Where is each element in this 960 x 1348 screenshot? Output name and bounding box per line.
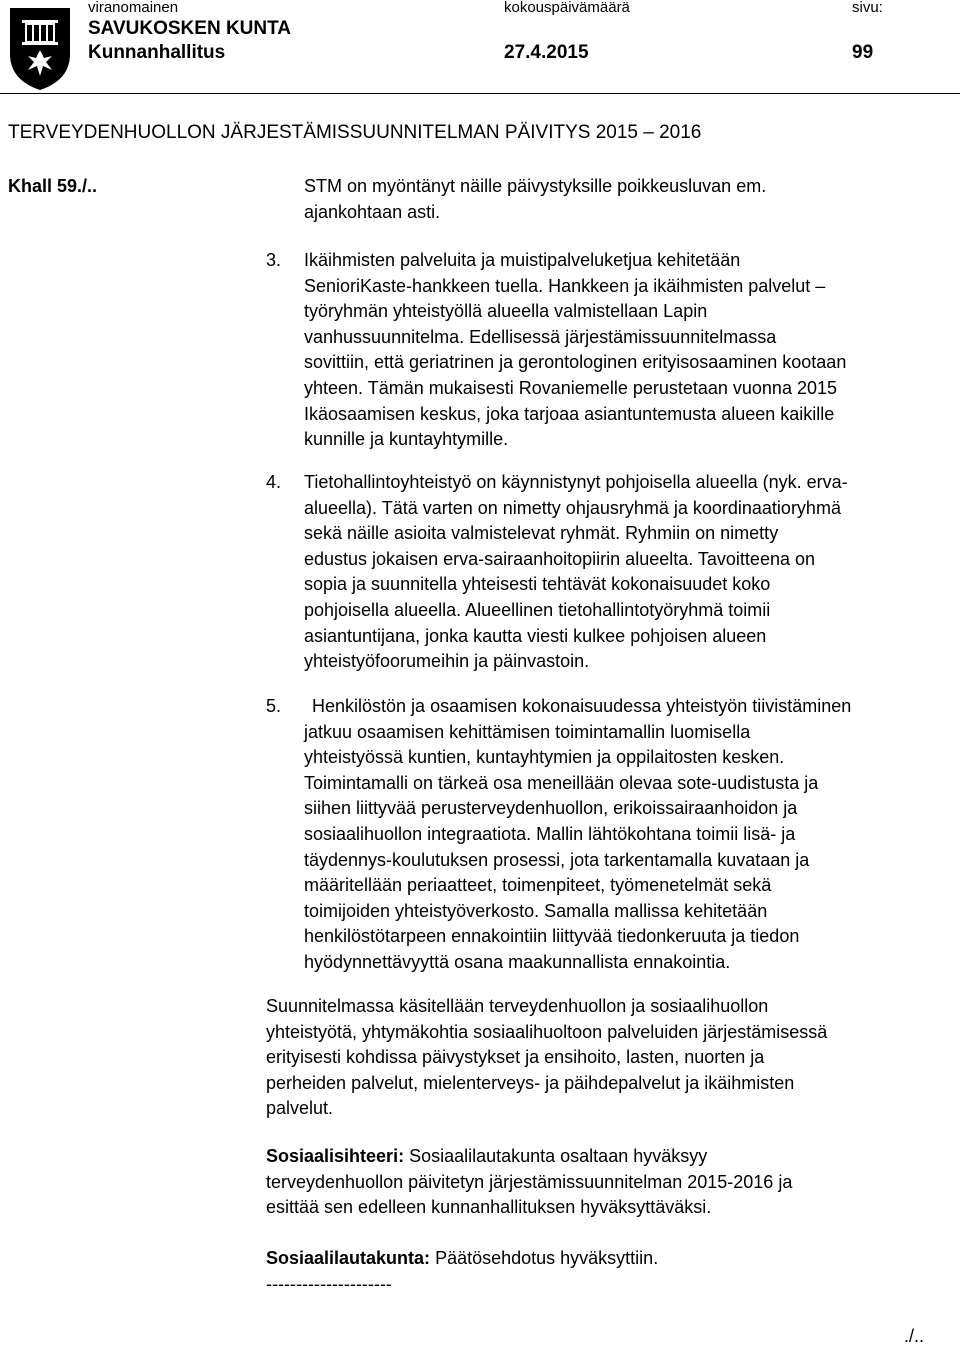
text-line: työryhmän yhteistyöllä alueella valmistellaan Lapin	[304, 301, 708, 322]
text-line: pohjoisella alueella. Alueellinen tietohallintotyöryhmä toimii	[304, 599, 771, 620]
text-line: sovittiin, että geriatrinen ja gerontologinen erityisosaaminen kootaan	[304, 352, 847, 373]
text-line: määritellään periaatteet, toimenpiteet, työmenetelmät sekä	[304, 875, 772, 896]
text-line: perheiden palvelut, mielenterveys- ja päihdepalvelut ja ikäihmisten	[266, 1072, 795, 1093]
text-line: täydennys-koulutuksen prosessi, jota tarkentamalla kuvataan ja	[304, 849, 810, 870]
text-line: STM on myöntänyt näille päivystyksille poikkeusluvan em.	[304, 176, 767, 196]
text-line	[266, 1246, 658, 1272]
text-line: yhteistyötä, yhtymäkohtia sosiaalihuoltoon palveluiden järjestämisessä	[266, 1021, 828, 1042]
text-line: yhteistyössä kuntien, kuntayhtymien ja oppilaitosten kesken.	[304, 747, 785, 768]
text-line: toimijoiden yhteistyöverkosto. Samalla mallissa kehitetään	[304, 900, 768, 921]
text-line: Tietohallintoyhteistyö on käynnistynyt pohjoisella alueella (nyk. erva-	[304, 472, 848, 492]
text-line: yhteistyöfoorumeihin ja päinvastoin.	[304, 651, 590, 672]
item-number: 4.	[266, 472, 282, 492]
document-title: TERVEYDENHUOLLON JÄRJESTÄMISSUUNNITELMAN PÄIVITYS 2015 – 2016	[8, 122, 702, 143]
text-line: jatkuu osaamisen kehittämisen toimintamallin luomisella	[304, 721, 751, 742]
text-line: asiantuntijana, jonka kautta viesti kulkee pohjoisen alueen	[304, 625, 767, 646]
text-line: ajankohtaan asti.	[304, 201, 441, 222]
text-line: hyödynnettävyyttä osana maakunnallista ennakointia.	[304, 951, 731, 972]
decision-text: Päätösehdotus hyväksyttiin.	[430, 1248, 659, 1268]
text-line: sekä näille asioita valmistelevat ryhmät. Ryhmiin on nimetty	[304, 523, 779, 544]
municipality-coat-of-arms-logo	[8, 6, 72, 92]
meeting-date: 27.4.2015	[504, 42, 589, 63]
text-line: vanhussuunnitelma. Edellisessä järjestämissuunnitelmassa	[304, 326, 777, 347]
continuation-mark: ./..	[904, 1326, 925, 1346]
item-4-paragraph	[304, 470, 848, 675]
header-divider	[0, 93, 960, 94]
text-line: palvelut.	[266, 1098, 334, 1119]
intro-paragraph	[304, 174, 766, 225]
text-line: Henkilöstön ja osaamisen kokonaisuudessa yhteistyön tiivistäminen	[312, 696, 852, 716]
decision-paragraph	[266, 1246, 658, 1297]
item-number: 5.	[266, 696, 282, 716]
header-authority-label: viranomainen	[88, 0, 179, 16]
page-number: 99	[852, 42, 874, 63]
text-line: yhteen. Tämän mukaisesti Rovaniemelle perustetaan vuonna 2015	[304, 377, 837, 398]
text-line: sopia ja suunnitella yhteisesti tehtävät kokonaisuudet koko	[304, 574, 771, 595]
decision-label: Sosiaalilautakunta:	[266, 1248, 431, 1268]
text-line: sosiaalihuollon integraatiota. Mallin lähtökohtana toimii lisä- ja	[304, 823, 796, 844]
proposal-paragraph	[266, 1144, 792, 1221]
text-line: edustus jokaisen erva-sairaanhoitopiirin alueelta. Tavoitteena on	[304, 548, 815, 569]
text-line: terveydenhuollon päivitetyn järjestämissuunnitelman 2015-2016 ja	[266, 1171, 793, 1192]
item-3-paragraph	[304, 248, 846, 453]
text-line: Suunnitelmassa käsitellään terveydenhuollon ja sosiaalihuollon	[266, 996, 769, 1016]
authority-name: Kunnanhallitus	[88, 42, 226, 63]
header-page-label: sivu:	[852, 0, 883, 16]
text-line: erityisesti kohdissa päivystykset ja ensihoito, lasten, nuorten ja	[266, 1047, 765, 1068]
section-reference: Khall 59./..	[8, 176, 98, 196]
summary-paragraph	[266, 994, 827, 1122]
separator-line: ---------------------	[266, 1273, 392, 1294]
text-line: kunnille ja kuntayhtymille.	[304, 429, 509, 450]
text-line: SenioriKaste-hankkeen tuella. Hankkeen ja ikäihmisten palvelut –	[304, 275, 826, 296]
item-number: 3.	[266, 250, 282, 270]
header-date-label: kokouspäivämäärä	[504, 0, 630, 16]
text-line: henkilöstötarpeen ennakointiin liittyvää tiedonkeruuta ja tiedon	[304, 926, 800, 947]
item-5-paragraph	[304, 694, 851, 976]
text-line: esittää sen edelleen kunnanhallituksen hyväksyttäväksi.	[266, 1197, 712, 1218]
text-line: Toimintamalli on tärkeä osa meneillään olevaa sote-uudistusta ja	[304, 772, 819, 793]
text-line: Ikäosaamisen keskus, joka tarjoaa asiantuntemusta alueen kaikille	[304, 403, 835, 424]
text-line: alueella). Tätä varten on nimetty ohjausryhmä ja koordinaatioryhmä	[304, 497, 841, 518]
text-line	[266, 1144, 792, 1170]
text-line: Ikäihmisten palveluita ja muistipalveluketjua kehitetään	[304, 250, 741, 270]
proposal-label: Sosiaalisihteeri:	[266, 1146, 405, 1166]
municipality-name: SAVUKOSKEN KUNTA	[88, 18, 292, 39]
text-line: siihen liittyvää perusterveydenhuollon, erikoissairaanhoidon ja	[304, 798, 798, 819]
proposal-text: Sosiaalilautakunta osaltaan hyväksyy	[404, 1146, 708, 1166]
